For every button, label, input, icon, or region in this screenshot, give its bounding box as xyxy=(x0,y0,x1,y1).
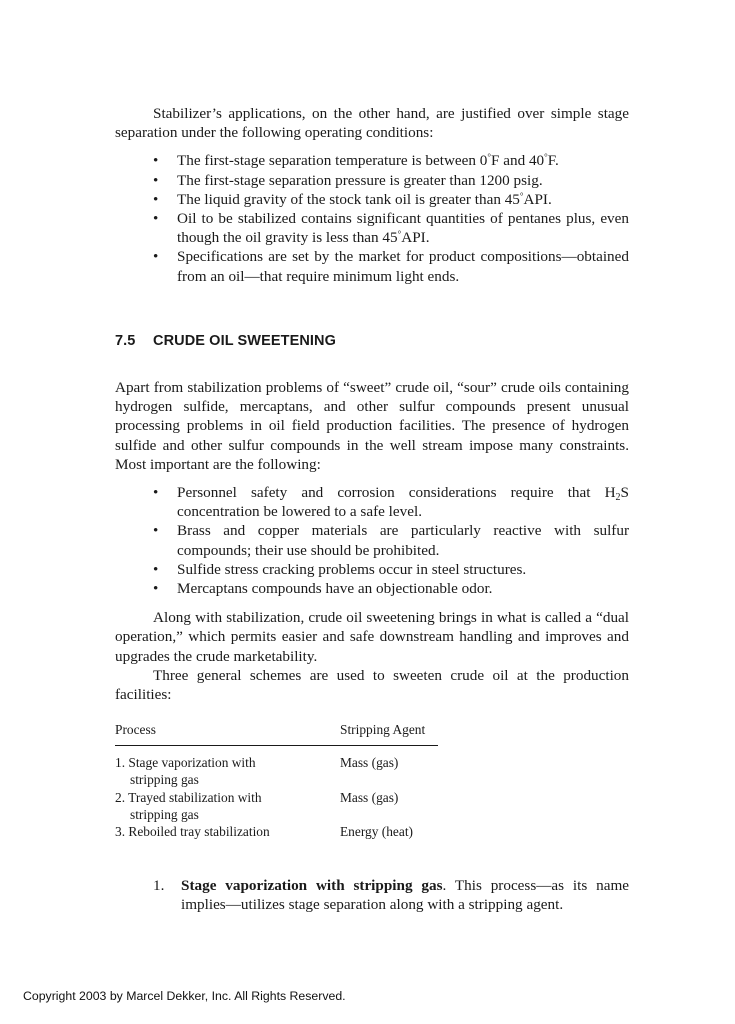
copyright-footer: Copyright 2003 by Marcel Dekker, Inc. All Rights Reserved. xyxy=(23,989,346,1003)
table-body xyxy=(115,746,438,841)
list-item: • Mercaptans compounds have an objectionable odor. xyxy=(153,580,493,598)
bullet-icon: • xyxy=(153,560,159,578)
list-item: • Personnel safety and corrosion considerations require that $H_2S$ concentration be lowered to a safe level. xyxy=(153,484,629,521)
agent-cell: Mass (gas) xyxy=(340,789,399,805)
section-title: CRUDE OIL SWEETENING xyxy=(153,332,336,349)
schemes-paragraph: Three general schemes are used to sweeten crude oil at the production facilities: xyxy=(115,666,629,704)
process-cell: 1. Stage vaporization with xyxy=(115,754,256,770)
process-cell: 2. Trayed stabilization with xyxy=(115,789,262,805)
bullet-icon: • xyxy=(153,522,159,540)
list-item: • The first-stage separation temperature is between 0°F and 40°F. xyxy=(153,152,559,170)
table-row xyxy=(115,754,438,789)
bullet-icon: • xyxy=(153,171,159,189)
section-heading xyxy=(115,332,629,351)
numbered-item xyxy=(115,876,629,914)
section-number: 7.5 xyxy=(115,332,136,349)
dual-operation-paragraph: Along with stabilization, crude oil sweetening brings in what is called a “dual operation,” which permits easier and safe downstream handling and improves and upgrades the crude marketability. xyxy=(115,609,629,665)
item-bold-title: Stage vaporization with stripping gas xyxy=(181,876,443,894)
page-content xyxy=(115,104,629,914)
item-number: 1. xyxy=(153,876,165,894)
agent-cell: Mass (gas) xyxy=(340,754,399,770)
sweetening-paragraph: Apart from stabilization problems of “sweet” crude oil, “sour” crude oils containing hydrogen sulfide, mercaptans, and other sulfur compounds present unusual processing problems in oil field production facilities. The presence of hydrogen sulfide and other sulfur compounds in the well stream impose many constraints. Most important are the following: xyxy=(115,379,629,473)
list-item: • The liquid gravity of the stock tank oil is greater than 45°API. xyxy=(153,190,552,208)
bullet-icon: • xyxy=(153,152,159,170)
list-item: • Brass and copper materials are particularly reactive with sulfur compounds; their use should be prohibited. xyxy=(153,522,629,559)
table-header xyxy=(115,721,438,745)
column-header-stripping-agent: Stripping Agent xyxy=(340,722,426,738)
list-item: • Sulfide stress cracking problems occur in steel structures. xyxy=(153,560,527,578)
schemes-table xyxy=(115,721,438,840)
intro-paragraph: Stabilizer’s applications, on the other hand, are justified over simple stage separation under the following operating conditions: xyxy=(115,105,629,142)
column-header-process: Process xyxy=(115,722,156,738)
bullet-icon: • xyxy=(153,210,159,228)
agent-cell: Energy (heat) xyxy=(340,824,413,840)
process-cell: 3. Reboiled tray stabilization xyxy=(115,824,270,840)
list-item: • Oil to be stabilized contains significant quantities of pentanes plus, even though the oil gravity is less than 45°API. xyxy=(153,210,629,247)
list-item: • The first-stage separation pressure is greater than 1200 psig. xyxy=(153,171,543,189)
process-cell-continued: stripping gas xyxy=(130,806,199,822)
bullet-icon: • xyxy=(153,580,159,598)
bullet-icon: • xyxy=(153,484,159,502)
table-row xyxy=(115,789,438,824)
constraints-list xyxy=(115,483,629,598)
table-row xyxy=(115,823,438,840)
bullet-icon: • xyxy=(153,248,159,266)
process-cell-continued: stripping gas xyxy=(130,772,199,788)
stabilizer-conditions-list xyxy=(115,151,629,285)
bullet-icon: • xyxy=(153,190,159,208)
item-text: . This process—as its name implies—utilizes stage separation along with a stripping agent. xyxy=(181,876,629,913)
list-item: • Specifications are set by the market for product compositions—obtained from an oil—that require minimum light ends. xyxy=(153,248,629,285)
